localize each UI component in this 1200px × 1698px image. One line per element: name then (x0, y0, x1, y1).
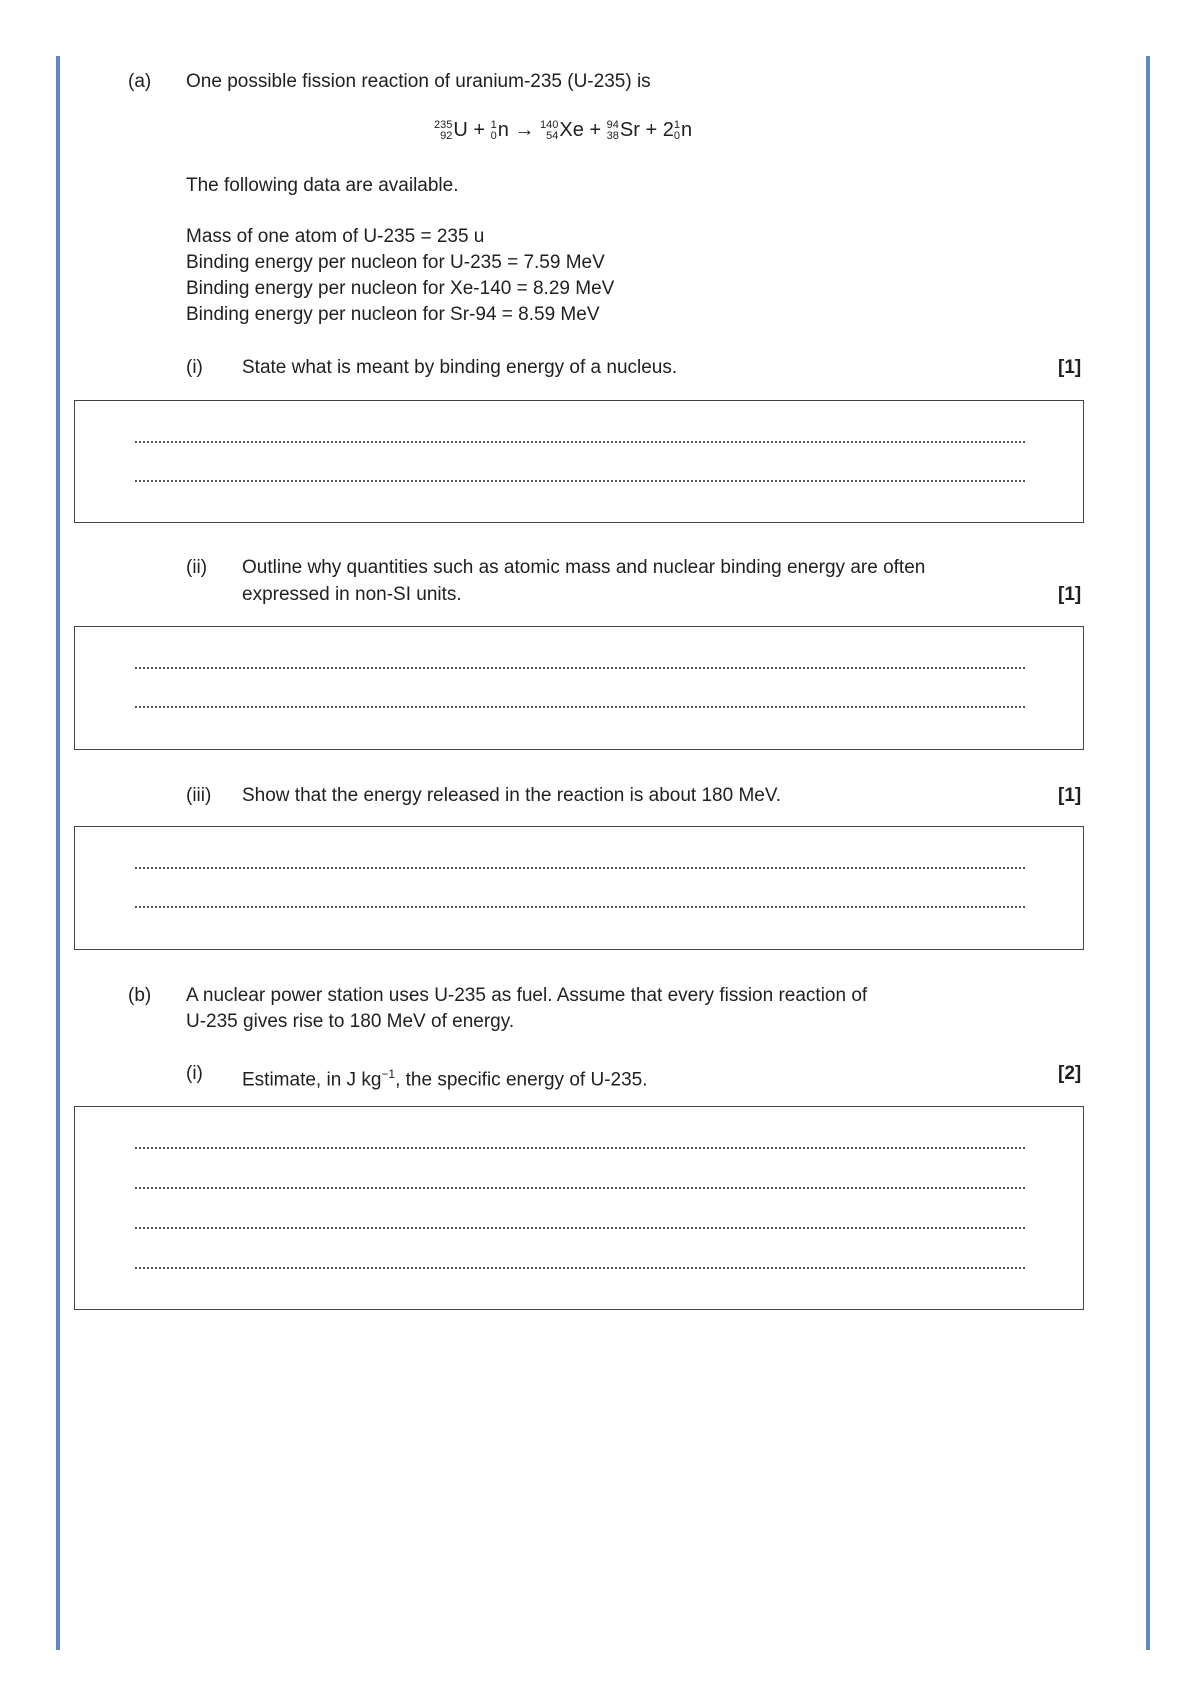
reaction-arrow: → (514, 119, 535, 141)
neutron-coefficient: 2 (662, 119, 674, 141)
sr-nuclide-numbers: 94 38 (606, 118, 619, 142)
answer-line (135, 706, 1025, 708)
marks-badge: [1] (1058, 357, 1082, 378)
xe-nuclide-numbers: 140 54 (540, 118, 559, 142)
part-a-intro: One possible fission reaction of uranium-235 (U-235) is (186, 71, 651, 92)
xe-symbol: Xe (559, 119, 584, 141)
answer-line (135, 441, 1025, 443)
answer-line (135, 906, 1025, 908)
u-symbol: U (453, 119, 468, 141)
fission-equation (434, 118, 692, 142)
question-b-i-label: (i) (186, 1063, 203, 1084)
plus-sign: + (589, 119, 602, 141)
question-a-iii-label: (iii) (186, 785, 212, 806)
question-b-i-text: Estimate, in J $kg^{-1}$, the specific energy of U-235. (242, 1067, 648, 1091)
answer-line (135, 1267, 1025, 1269)
question-a-iii-text: Show that the energy released in the reaction is about 180 MeV. (242, 785, 782, 806)
answer-box-a-ii[interactable] (74, 626, 1084, 750)
sr-symbol: Sr (619, 119, 640, 141)
answer-line (135, 867, 1025, 869)
marks-badge: [2] (1058, 1063, 1082, 1084)
data-line: Mass of one atom of U-235 = 235 u (186, 226, 485, 247)
u-nuclide-numbers: 235 92 (434, 118, 453, 142)
answer-line (135, 667, 1025, 669)
unit-exponent: −1 (381, 1067, 396, 1081)
left-margin-bar (56, 56, 60, 1650)
question-a-ii-text-line2: expressed in non-SI units. (242, 584, 462, 605)
n-nuclide-numbers: 1 0 (490, 118, 497, 142)
answer-box-a-iii[interactable] (74, 826, 1084, 950)
question-a-i-text: State what is meant by binding energy of a nucleus. (242, 357, 678, 378)
question-a-ii-label: (ii) (186, 557, 208, 578)
part-b-intro-line2: U-235 gives rise to 180 MeV of energy. (186, 1011, 515, 1032)
part-a-label: (a) (128, 71, 152, 92)
n-symbol: n (497, 119, 509, 141)
data-line: Binding energy per nucleon for Sr-94 = 8.59 MeV (186, 304, 600, 325)
answer-line (135, 1227, 1025, 1229)
n2-nuclide-numbers: 1 0 (673, 118, 680, 142)
question-a-i-label: (i) (186, 357, 203, 378)
data-intro: The following data are available. (186, 175, 459, 196)
answer-box-a-i[interactable] (74, 400, 1084, 523)
part-b-intro-line1: A nuclear power station uses U-235 as fuel. Assume that every fission reaction of (186, 985, 868, 1006)
answer-line (135, 1147, 1025, 1149)
plus-sign: + (473, 119, 486, 141)
right-margin-bar (1146, 56, 1150, 1650)
answer-line (135, 1187, 1025, 1189)
plus-sign: + (645, 119, 658, 141)
answer-box-b-i[interactable] (74, 1106, 1084, 1310)
data-line: Binding energy per nucleon for Xe-140 = 8.29 MeV (186, 278, 615, 299)
n2-symbol: n (680, 119, 693, 141)
marks-badge: [1] (1058, 785, 1082, 806)
part-b-label: (b) (128, 985, 152, 1006)
question-a-ii-text-line1: Outline why quantities such as atomic mass and nuclear binding energy are often (242, 557, 926, 578)
marks-badge: [1] (1058, 584, 1082, 605)
answer-line (135, 480, 1025, 482)
data-line: Binding energy per nucleon for U-235 = 7.59 MeV (186, 252, 605, 273)
